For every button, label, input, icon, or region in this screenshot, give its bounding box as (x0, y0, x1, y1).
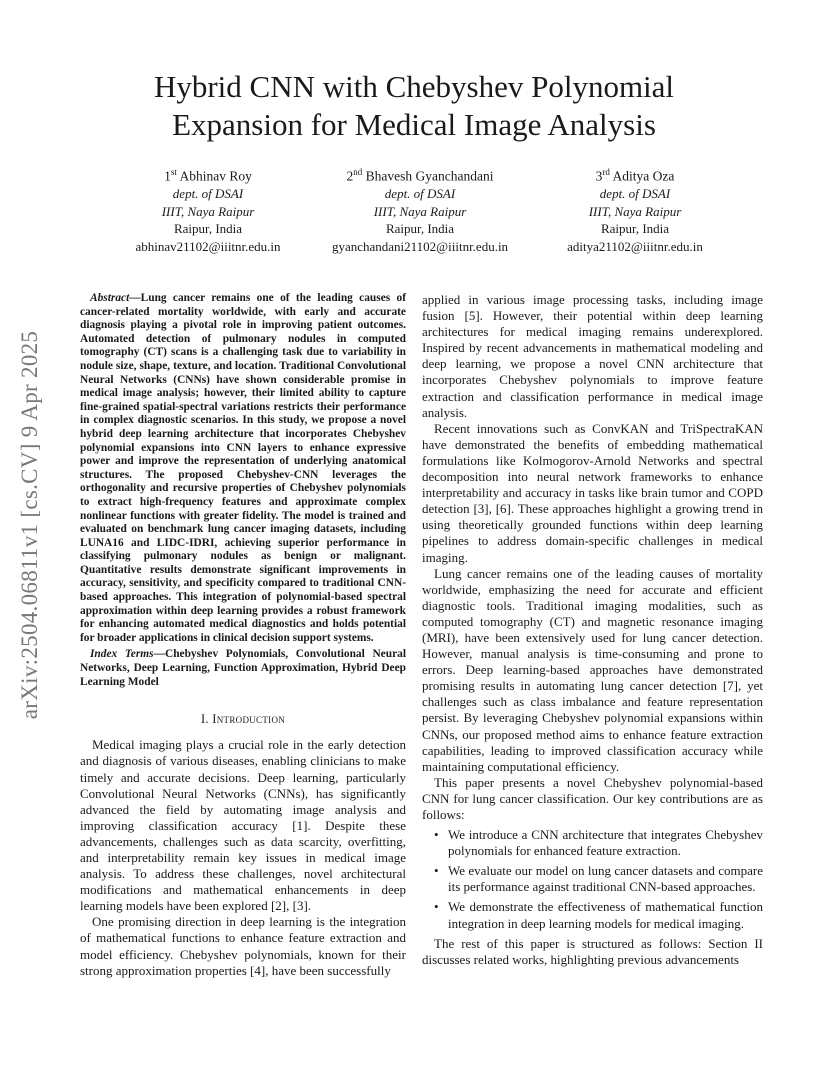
abstract-text: —Lung cancer remains one of the leading causes of cancer-related mortality worldwide, with early and accurate diagnosis playing a pivotal role in improving patient outcomes. Automated detection of pulmonary nodules in computed tomography (CT) scans is a challenging task due to variability in nodule size, shape, texture, and location. Traditional Convolutional Neural Networks (CNNs) have shown considerable promise in medical image analysis; however, their limited ability to capture fine-grained spatial-spectral variations restricts their performance in complex diagnostic scenarios. In this study, we propose a novel hybrid deep learning architecture that incorporates Chebyshev polynomial expansions into CNN layers to enhance expressive power and improve the representation of underlying anatomical structures. The proposed Chebyshev-CNN leverages the orthogonality and recursive properties of Chebyshev polynomials to extract high-frequency features and approximate complex nonlinear functions with greater fidelity. The model is trained and evaluated on benchmark lung cancer imaging datasets, including LUNA16 and LIDC-IDRI, achieving superior performance in classifying pulmonary nodules as benign or malignant. Quantitative results demonstrate significant improvements in accuracy, sensitivity, and specificity compared to traditional CNN-based approaches. This integration of polynomial-based spectral approximation within deep learning provides a robust framework for enhancing automated medical diagnostics and holds potential for broader applications in clinical decision support systems. (80, 292, 406, 644)
abstract (80, 292, 406, 645)
list-item: • We evaluate our model on lung cancer datasets and compare its performance against traditional CNN-based approaches. (448, 863, 763, 895)
author-email: aditya21102@iiitnr.edu.in (567, 238, 703, 254)
author-location: Raipur, India (385, 221, 455, 236)
author-3 (525, 164, 745, 255)
author-name: 3rd Aditya Oza (595, 167, 675, 184)
abstract-label: Abstract (90, 292, 130, 304)
list-item: • We demonstrate the effectiveness of mathematical function integration in deep learning models for medical imaging. (448, 899, 763, 931)
author-2 (309, 164, 531, 255)
paragraph: This paper presents a novel Chebyshev polynomial-based CNN for lung cancer classification. Our key contributions are as follows: (422, 774, 763, 822)
author-institution: IIIT, Naya Raipur (373, 203, 467, 219)
list-item: • We introduce a CNN architecture that integrates Chebyshev polynomials for enhanced feature extraction. (448, 827, 763, 859)
index-terms (80, 648, 406, 689)
author-institution: IIIT, Naya Raipur (588, 203, 682, 219)
author-location: Raipur, India (173, 221, 243, 236)
paragraph: Medical imaging plays a crucial role in the early detection and diagnosis of various diseases, enabling clinicians to make timely and accurate decisions. Deep learning, particularly Convolutional Neural Networks (CNNs), has significantly advanced the field by automating image analysis and improving classification accuracy [1]. Despite these advancements, challenges such as data scarcity, overfitting, and interpretability remain key issues in medical image analysis. To address these challenges, novel architectural modifications and mathematical enhancements in deep learning models have been explored [2], [3]. (80, 737, 406, 914)
author-dept: dept. of DSAI (384, 186, 456, 201)
author-email: abhinav21102@iiitnr.edu.in (135, 238, 281, 254)
author-name: 1st Abhinav Roy (164, 167, 252, 184)
author-name: 2nd Bhavesh Gyanchandani (346, 167, 494, 184)
paragraph: Lung cancer remains one of the leading causes of mortality worldwide, emphasizing the need for accurate and efficient diagnostic tools. Traditional imaging modalities, such as computed tomography (CT) and magnetic resonance imaging (MRI), have been extensively used for lung cancer detection. However, manual analysis is time-consuming and prone to errors. Deep learning-based approaches have demonstrated promising results in automating lung cancer detection [7], yet challenges such as class imbalance and feature representation persist. By leveraging Chebyshev polynomial expansions within CNNs, our proposed method aims to enhance feature extraction capabilities, leading to improved classification accuracy while maintaining computational efficiency. (422, 565, 763, 774)
index-terms-label: Index Terms (90, 648, 154, 661)
index-terms-text: —Chebyshev Polynomials, Convolutional Neural Networks, Deep Learning, Function Approximation, Hybrid Deep Learning Model (80, 648, 406, 688)
author-location: Raipur, India (600, 221, 670, 236)
author-dept: dept. of DSAI (599, 186, 671, 201)
paragraph: applied in various image processing tasks, including image fusion [5]. However, their potential within deep learning architectures for medical imaging remains underexplored. Inspired by recent advancements in mathematical modeling and deep learning, we propose a novel CNN architecture that incorporates Chebyshev polynomials to improve feature extraction and classification performance in medical image analysis. (422, 292, 763, 420)
title-line-2: Expansion for Medical Image Analysis (172, 107, 656, 142)
title-line-1: Hybrid CNN with Chebyshev Polynomial (153, 69, 675, 104)
author-institution: IIIT, Naya Raipur (161, 203, 255, 219)
author-dept: dept. of DSAI (172, 186, 244, 201)
arxiv-identifier: arXiv:2504.06811v1 [cs.CV] 9 Apr 2025 (17, 330, 42, 720)
paragraph: One promising direction in deep learning is the integration of mathematical functions to enhance feature extraction and model efficiency. Chebyshev polynomials, known for their strong approximation properties [4], have been successfully (80, 914, 406, 978)
paper-title (0, 68, 828, 144)
paragraph: The rest of this paper is structured as follows: Section II discusses related works, highlighting previous advancements (422, 935, 763, 967)
paragraph: Recent innovations such as ConvKAN and TriSpectraKAN have demonstrated the benefits of embedding mathematical formulations like Kolmogorov-Arnold Networks and spectral decomposition into neural network frameworks to enhance interpretability and accuracy in tasks like brain tumor and COPD detection [3], [6]. These approaches highlight a growing trend in using theoretically grounded functions within deep learning pipelines to address domain-specific challenges in medical imaging. (422, 420, 763, 565)
left-column (80, 292, 406, 979)
contribution-list (422, 827, 763, 932)
author-email: gyanchandani21102@iiitnr.edu.in (331, 238, 509, 254)
author-1 (98, 164, 318, 255)
right-column (422, 292, 763, 968)
section-heading: I. Introduction (200, 712, 286, 727)
